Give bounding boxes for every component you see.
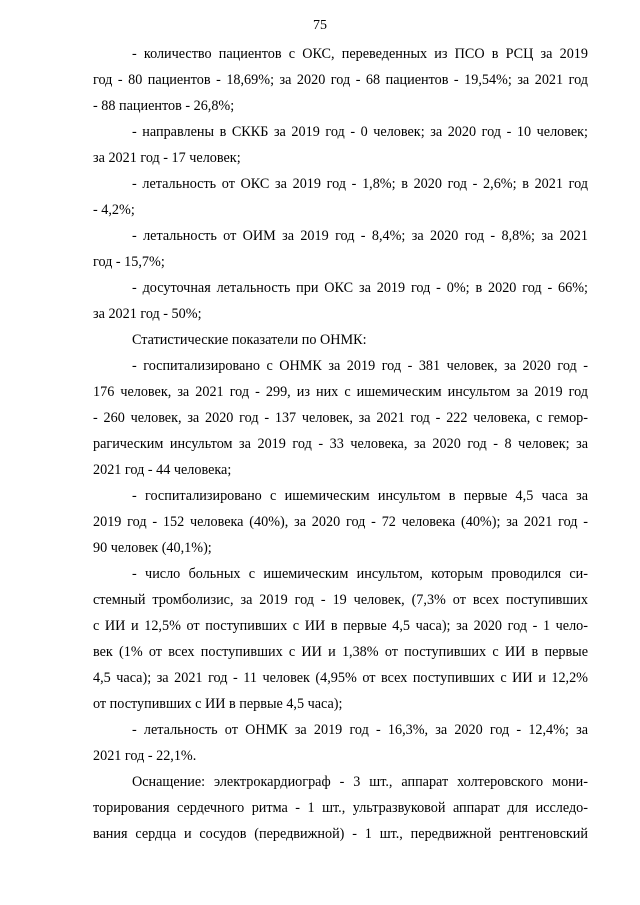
text-line: век (1% от всех поступивших с ИИ и 1,38% от поступивших с ИИ в первые (93, 644, 588, 660)
page-number: 75 (313, 18, 327, 33)
text-line: рагическим инсультом за 2019 год - 33 человека, за 2020 год - 8 человек; за (93, 436, 588, 452)
text-line: - госпитализировано с ишемическим инсультом в первые 4,5 часа за (132, 488, 588, 504)
text-line: - 260 человек, за 2020 год - 137 человек, за 2021 год - 222 человека, с гемор- (93, 410, 588, 426)
text-line: 4,5 часа); за 2021 год - 11 человек (4,95% от всех поступивших с ИИ и 12,2% (93, 670, 588, 686)
text-line: стемный тромболизис, за 2019 год - 19 человек, (7,3% от всех поступивших (93, 592, 588, 608)
text-line: за 2021 год - 50%; (93, 306, 202, 322)
text-line: - летальность от ОКС за 2019 год - 1,8%; в 2020 год - 2,6%; в 2021 год (132, 176, 588, 192)
text-line: - число больных с ишемическим инсультом, которым проводился си- (132, 566, 588, 582)
text-line: 176 человек, за 2021 год - 299, из них с ишемическим инсультом за 2019 год (93, 384, 588, 400)
text-line: торирования сердечного ритма - 1 шт., ультразвуковой аппарат для исследо- (93, 800, 588, 816)
text-line: год - 15,7%; (93, 254, 165, 270)
text-line: Статистические показатели по ОНМК: (132, 332, 367, 348)
text-line: 2021 год - 22,1%. (93, 748, 197, 764)
document-body (93, 41, 588, 847)
text-line: - 88 пациентов - 26,8%; (93, 98, 235, 114)
text-line: - госпитализировано с ОНМК за 2019 год - 381 человек, за 2020 год - (132, 358, 588, 374)
text-line: Оснащение: электрокардиограф - 3 шт., аппарат холтеровского мони- (132, 774, 588, 790)
text-line: 2019 год - 152 человека (40%), за 2020 год - 72 человека (40%); за 2021 год - (93, 514, 588, 530)
text-line: - летальность от ОИМ за 2019 год - 8,4%; за 2020 год - 8,8%; за 2021 (132, 228, 588, 244)
text-line: 90 человек (40,1%); (93, 540, 212, 556)
text-line: - летальность от ОНМК за 2019 год - 16,3%, за 2020 год - 12,4%; за (132, 722, 588, 738)
text-line: - количество пациентов с ОКС, переведенных из ПСО в РСЦ за 2019 (132, 46, 588, 62)
text-line: за 2021 год - 17 человек; (93, 150, 241, 166)
text-line: с ИИ и 12,5% от поступивших с ИИ в первые 4,5 часа); за 2020 год - 1 чело- (93, 618, 588, 634)
text-line: от поступивших с ИИ в первые 4,5 часа); (93, 696, 343, 712)
text-line: год - 80 пациентов - 18,69%; за 2020 год - 68 пациентов - 19,54%; за 2021 год (93, 72, 588, 88)
text-line: - досуточная летальность при ОКС за 2019 год - 0%; в 2020 год - 66%; (132, 280, 588, 296)
text-line: вания сердца и сосудов (передвижной) - 1 шт., передвижной рентгеновский (93, 826, 588, 842)
text-line: 2021 год - 44 человека; (93, 462, 232, 478)
text-line: - направлены в СККБ за 2019 год - 0 человек; за 2020 год - 10 человек; (132, 124, 588, 140)
text-line: - 4,2%; (93, 202, 135, 218)
